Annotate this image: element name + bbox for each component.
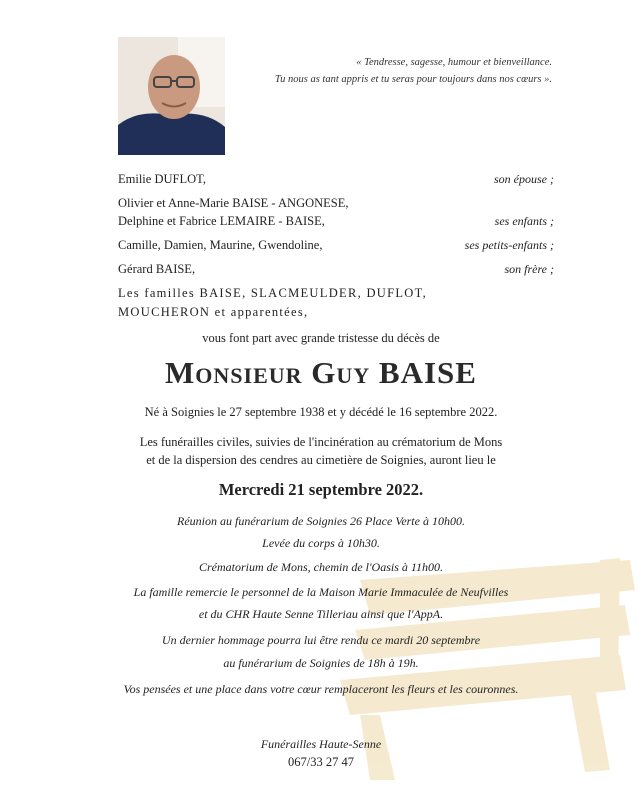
detail-line: Levée du corps à 10h30. — [262, 536, 380, 550]
funeral-date: Mercredi 21 septembre 2022. — [218, 480, 424, 499]
family-names: Olivier et Anne-Marie BAISE - ANGONESE, — [118, 196, 349, 210]
family-row — [118, 194, 554, 212]
family-relation: son frère ; — [504, 262, 554, 276]
announcement: vous font part avec grande tristesse du décès de — [202, 331, 440, 345]
detail-line: au funérarium de Soignies de 18h à 19h. — [223, 656, 419, 670]
family-names: Delphine et Fabrice LEMAIRE - BAISE, — [118, 214, 325, 228]
family-names: Camille, Damien, Maurine, Gwendoline, — [118, 238, 323, 252]
family-relation: ses enfants ; — [494, 214, 554, 228]
funeral-text: Les funérailles civiles, suivies de l'incinération au crématorium de Mons — [139, 435, 503, 449]
birth-death-line: Né à Soignies le 27 septembre 1938 et y décédé le 16 septembre 2022. — [144, 405, 498, 419]
detail-line: Crématorium de Mons, chemin de l'Oasis à 11h00. — [199, 560, 443, 574]
detail-line: La famille remercie le personnel de la Maison Marie Immaculée de Neufvilles — [133, 585, 509, 599]
detail-line: Réunion au funérarium de Soignies 26 Place Verte à 10h00. — [177, 514, 465, 528]
detail-line: Un dernier hommage pourra lui être rendu ce mardi 20 septembre — [161, 633, 481, 647]
quote — [192, 54, 552, 88]
families-line: MOUCHERON et apparentées, — [118, 305, 309, 319]
undertaker-phone: 067/33 27 47 — [288, 755, 354, 769]
detail-line: Vos pensées et une place dans votre cœur remplaceront les fleurs et les couronnes. — [123, 682, 519, 696]
quote-line: « Tendresse, sagesse, humour et bienveillance. — [356, 57, 552, 68]
family-names: Emilie DUFLOT, — [118, 172, 206, 186]
family-list — [118, 170, 554, 322]
deceased-name: Monsieur Guy BAISE — [165, 355, 477, 390]
family-names: Gérard BAISE, — [118, 262, 196, 276]
funeral-text: et de la dispersion des cendres au cimetière de Soignies, auront lieu le — [146, 453, 496, 467]
family-row — [118, 236, 554, 254]
family-relation: ses petits-enfants ; — [464, 238, 554, 252]
undertaker-name: Funérailles Haute-Senne — [260, 737, 382, 751]
families-line: Les familles BAISE, SLACMEULDER, DUFLOT, — [118, 286, 428, 300]
family-relation: son épouse ; — [494, 172, 554, 186]
family-row — [118, 260, 554, 278]
family-row — [118, 170, 554, 188]
quote-line: Tu nous as tant appris et tu seras pour toujours dans nos cœurs ». — [274, 74, 552, 85]
family-row — [118, 212, 554, 230]
detail-line: et du CHR Haute Senne Tilleriau ainsi que l'AppA. — [198, 607, 444, 621]
